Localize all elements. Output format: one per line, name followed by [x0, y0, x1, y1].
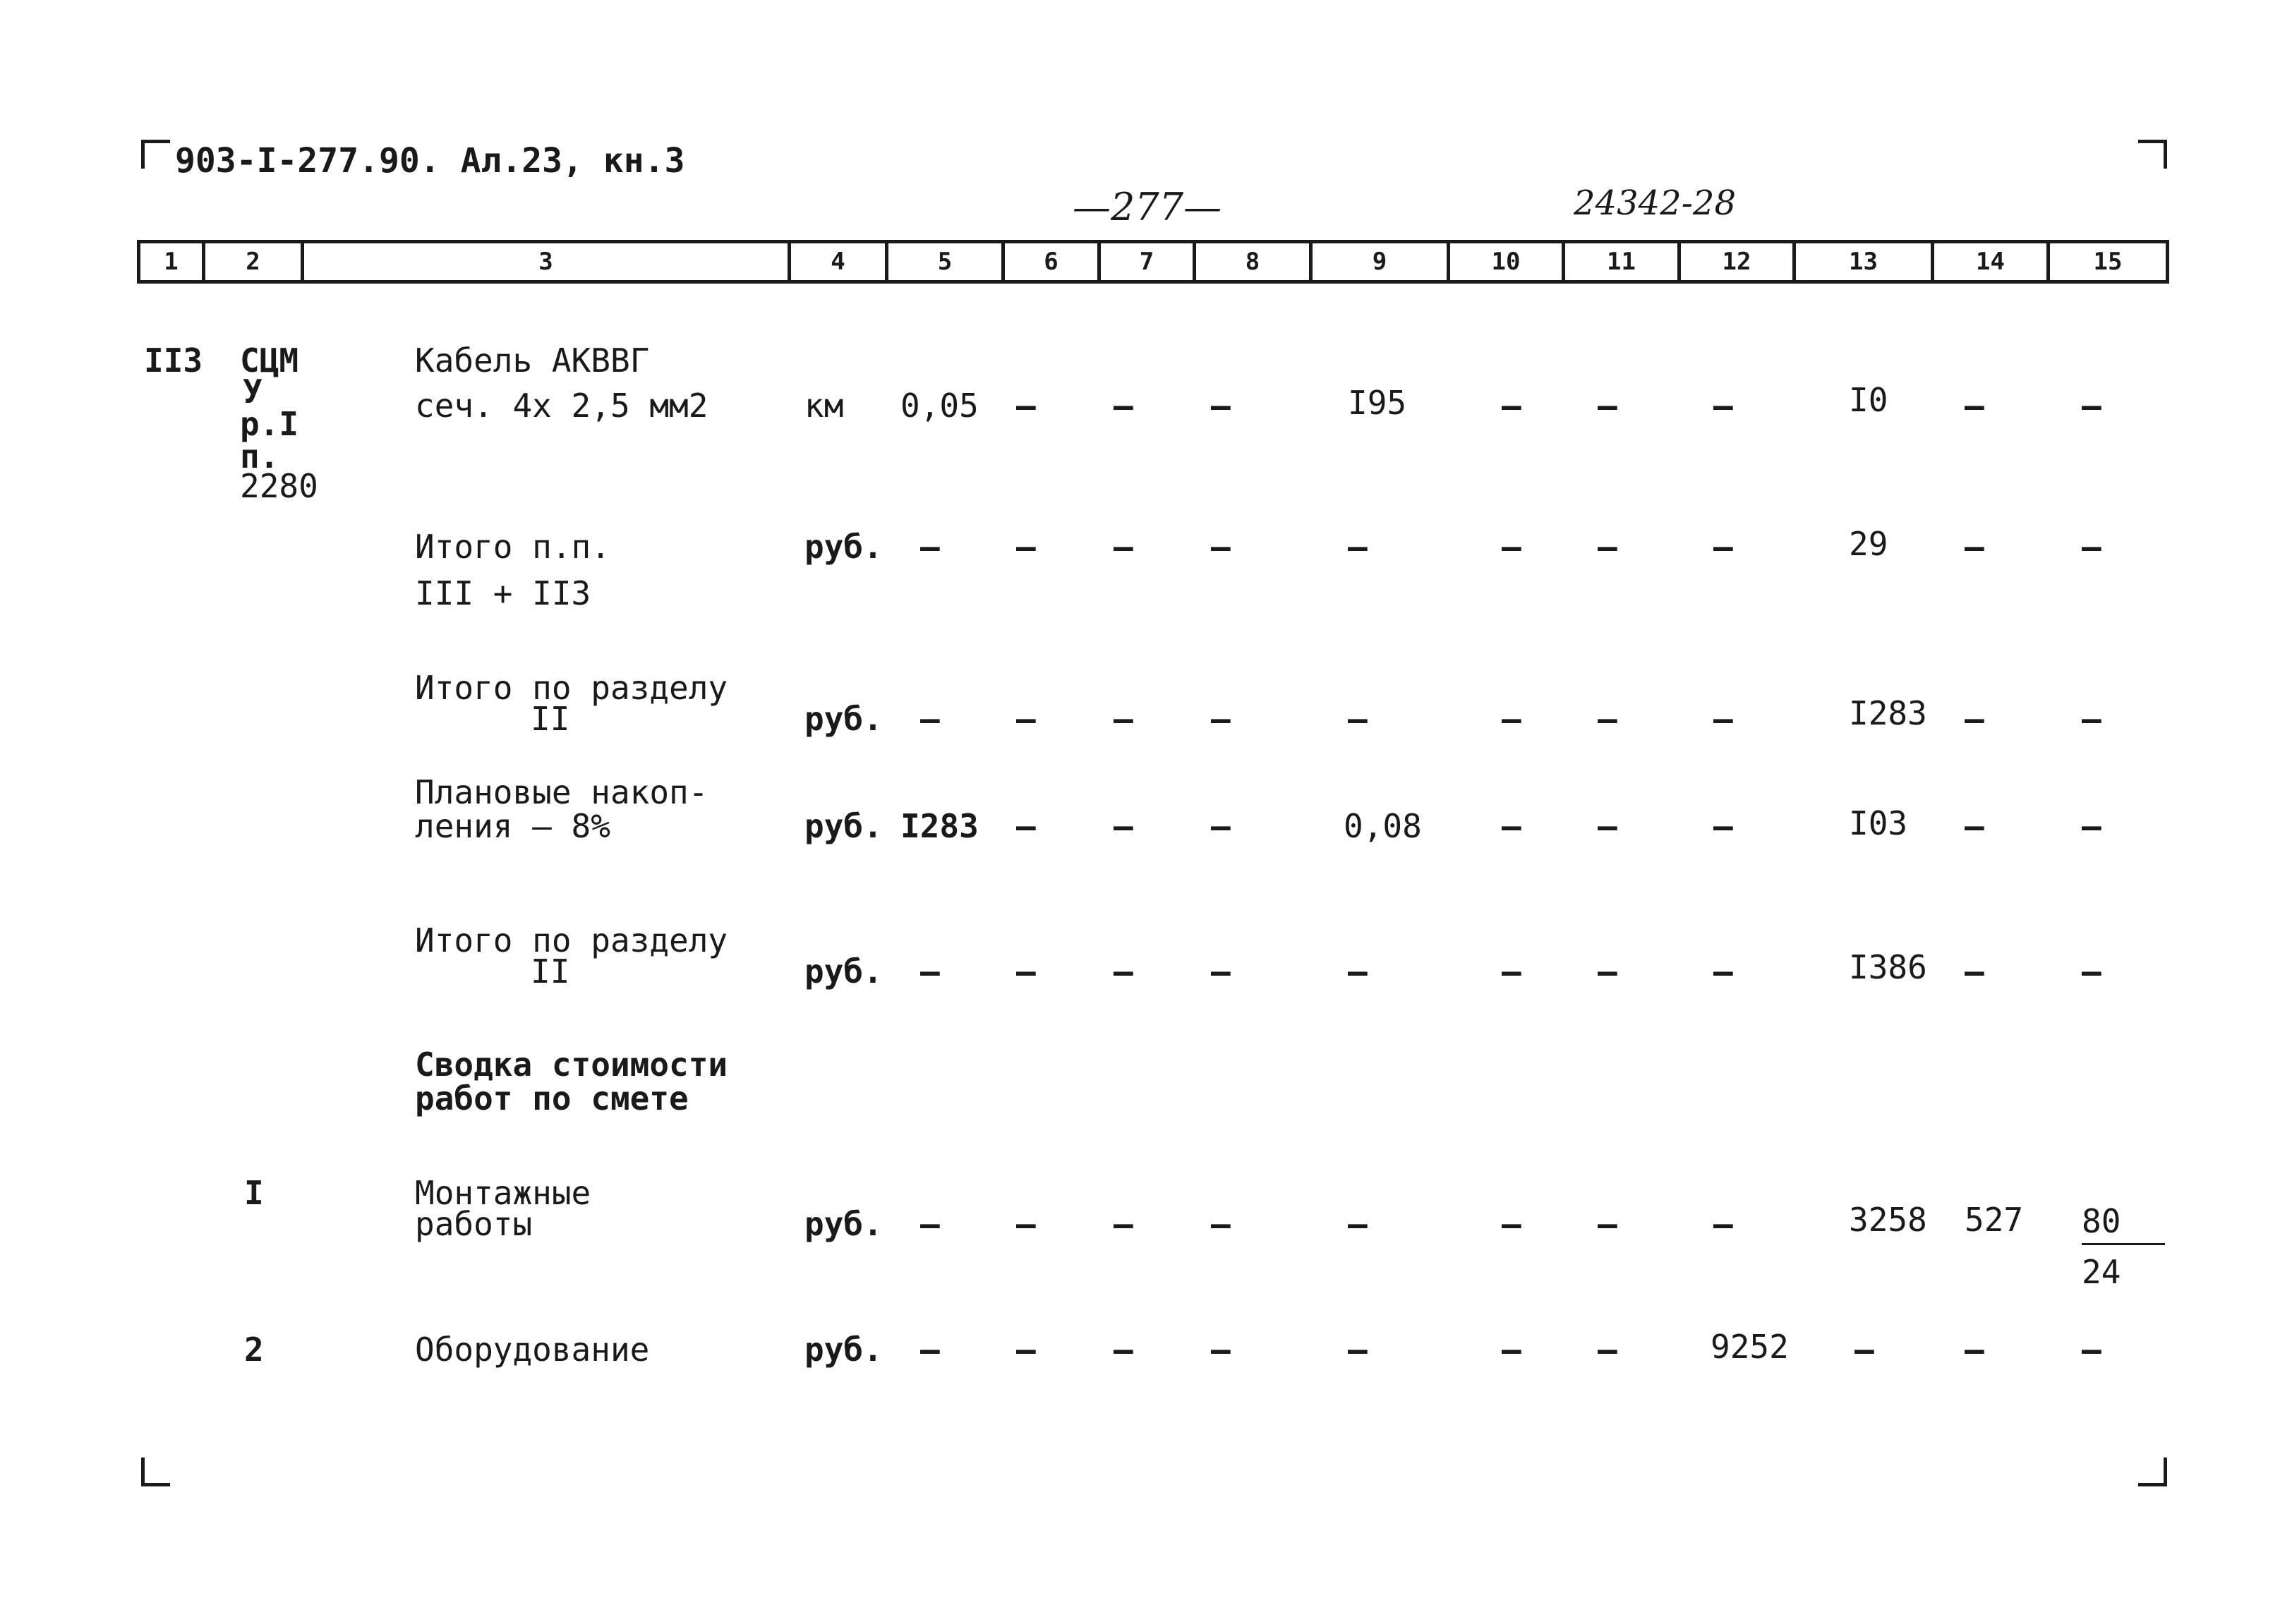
cell-value: – — [1016, 387, 1036, 425]
cell-value: – — [1598, 1331, 1617, 1369]
corner-mark-top-right — [2138, 140, 2167, 169]
cell-value: – — [1598, 387, 1617, 425]
cell-value: – — [1965, 700, 1984, 738]
corner-mark-bottom-left — [141, 1458, 170, 1486]
cell-value: – — [1502, 387, 1521, 425]
cell-value: – — [920, 952, 940, 990]
unit: руб. — [804, 1331, 883, 1369]
cell-value: – — [2082, 387, 2101, 425]
unit: руб. — [804, 700, 883, 738]
fraction-denominator: 24 — [2082, 1253, 2121, 1291]
column-number: 13 — [1796, 243, 1934, 280]
norm-reference: п. — [240, 437, 279, 475]
column-number: 14 — [1934, 243, 2050, 280]
cell-value: 0,05 — [900, 387, 979, 425]
unit: км — [804, 387, 844, 425]
cell-value: – — [1348, 528, 1368, 566]
cell-value: – — [1598, 528, 1617, 566]
fraction-line — [2082, 1243, 2165, 1245]
cell-value: – — [1502, 700, 1521, 738]
unit: руб. — [804, 952, 883, 990]
corner-mark-top-left — [141, 140, 170, 169]
item-name: II — [531, 952, 570, 990]
item-name: ления – 8% — [415, 807, 610, 845]
cell-value: – — [920, 700, 940, 738]
cell-value: – — [1211, 807, 1231, 845]
cell-value: – — [1965, 387, 1984, 425]
column-number: 15 — [2093, 248, 2123, 276]
cell-value: 0,08 — [1344, 807, 1422, 845]
column-number: 3 — [304, 243, 791, 280]
cell-value: – — [1016, 1331, 1036, 1369]
cell-value: – — [1598, 1205, 1617, 1243]
cell-value: I283 — [900, 807, 979, 845]
cell-value: – — [1016, 528, 1036, 566]
cell-value: – — [1598, 700, 1617, 738]
column-number: 2 — [205, 243, 304, 280]
cell-value: – — [1211, 952, 1231, 990]
cell-value: – — [1965, 1331, 1984, 1369]
unit: руб. — [804, 1205, 883, 1243]
cell-value: – — [1713, 700, 1733, 738]
norm-reference: СЦМ — [240, 341, 299, 380]
item-name: Плановые накоп- — [415, 773, 708, 811]
item-name: Кабель АКВВГ — [415, 341, 650, 380]
column-number: 10 — [1450, 243, 1565, 280]
item-name: Монтажные — [415, 1174, 591, 1212]
norm-reference: У — [243, 372, 263, 411]
cell-value: – — [1502, 528, 1521, 566]
column-number: 1 — [140, 243, 205, 280]
cell-value: – — [1965, 528, 1984, 566]
column-number: 9 — [1313, 243, 1450, 280]
cell-value: – — [1114, 700, 1133, 738]
column-number: 11 — [1565, 243, 1681, 280]
column-number: 12 — [1681, 243, 1796, 280]
cell-value: I283 — [1849, 694, 1927, 732]
fraction-numerator: 80 — [2082, 1202, 2121, 1240]
cell-value: – — [1211, 1331, 1231, 1369]
column-number: 4 — [791, 243, 888, 280]
cell-value: – — [1114, 952, 1133, 990]
cell-value: – — [1713, 952, 1733, 990]
cell-value: 9252 — [1711, 1328, 1789, 1366]
cell-value: – — [1348, 1205, 1368, 1243]
cell-value: – — [1348, 1331, 1368, 1369]
cell-value: – — [1502, 1331, 1521, 1369]
cell-value: – — [1713, 528, 1733, 566]
item-name: Итого п.п. — [415, 528, 610, 566]
cell-value: – — [1502, 1205, 1521, 1243]
cell-value: – — [1348, 700, 1368, 738]
cell-value: – — [1016, 952, 1036, 990]
cell-value: – — [2082, 807, 2101, 845]
row-number: 2 — [244, 1331, 264, 1369]
column-number: 8 — [1196, 243, 1313, 280]
cell-value: – — [1016, 700, 1036, 738]
cell-value: 527 — [1965, 1201, 2024, 1239]
item-name: III + II3 — [415, 574, 591, 612]
corner-mark-bottom-right — [2138, 1458, 2167, 1486]
cell-value: – — [1348, 952, 1368, 990]
section-heading: Сводка стоимости — [415, 1046, 728, 1084]
item-name: II — [531, 700, 570, 738]
item-name: работы — [415, 1205, 533, 1243]
unit: руб. — [804, 528, 883, 566]
document-reference: 903-I-277.90. Ал.23, кн.3 — [175, 141, 685, 181]
row-number: II3 — [144, 341, 203, 380]
cell-value: – — [1965, 952, 1984, 990]
page-number: —277— — [1073, 185, 1222, 229]
cell-value: – — [1211, 387, 1231, 425]
cell-value: – — [1114, 1205, 1133, 1243]
cell-value: – — [920, 528, 940, 566]
cell-value: – — [1114, 1331, 1133, 1369]
item-name: сеч. 4х 2,5 мм2 — [415, 387, 708, 425]
cell-value: – — [2082, 700, 2101, 738]
cell-value: – — [1114, 387, 1133, 425]
cell-value: I95 — [1348, 384, 1407, 422]
norm-reference: 2280 — [240, 467, 318, 505]
unit: руб. — [804, 807, 883, 845]
cell-value: – — [1598, 952, 1617, 990]
cell-value: 3258 — [1849, 1201, 1927, 1239]
cell-value: – — [1114, 528, 1133, 566]
cell-value: – — [2082, 1331, 2101, 1369]
cell-value: I03 — [1849, 804, 1908, 842]
column-number: 7 — [1101, 243, 1196, 280]
column-number: 6 — [1005, 243, 1101, 280]
column-number: 5 — [888, 243, 1005, 280]
cell-value: – — [1598, 807, 1617, 845]
cell-value: – — [1016, 1205, 1036, 1243]
cell-value: – — [1965, 807, 1984, 845]
cell-value: – — [1016, 807, 1036, 845]
cell-value: – — [1211, 700, 1231, 738]
section-heading: работ по смете — [415, 1079, 689, 1117]
item-name: Итого по разделу — [415, 921, 728, 959]
cell-value: – — [1713, 1205, 1733, 1243]
row-number: I — [244, 1174, 264, 1212]
cell-value: I0 — [1849, 381, 1888, 419]
item-name: Оборудование — [415, 1331, 650, 1369]
cell-value: – — [920, 1331, 940, 1369]
cell-value: I386 — [1849, 948, 1927, 986]
cell-value: 29 — [1849, 525, 1888, 563]
document-code: 24342-28 — [1574, 183, 1736, 223]
cell-value: – — [2082, 528, 2101, 566]
cell-value: – — [920, 1205, 940, 1243]
cell-value: – — [1211, 528, 1231, 566]
cell-value: – — [1502, 807, 1521, 845]
item-name: Итого по разделу — [415, 669, 728, 707]
cell-value: – — [1713, 387, 1733, 425]
norm-reference: р.I — [240, 405, 299, 443]
cell-value: – — [2082, 952, 2101, 990]
cell-value: – — [1211, 1205, 1231, 1243]
column-header-bar — [137, 240, 2169, 284]
cell-value: – — [1713, 807, 1733, 845]
cell-value: – — [1114, 807, 1133, 845]
cell-value: – — [1502, 952, 1521, 990]
cell-value: – — [1854, 1331, 1874, 1369]
